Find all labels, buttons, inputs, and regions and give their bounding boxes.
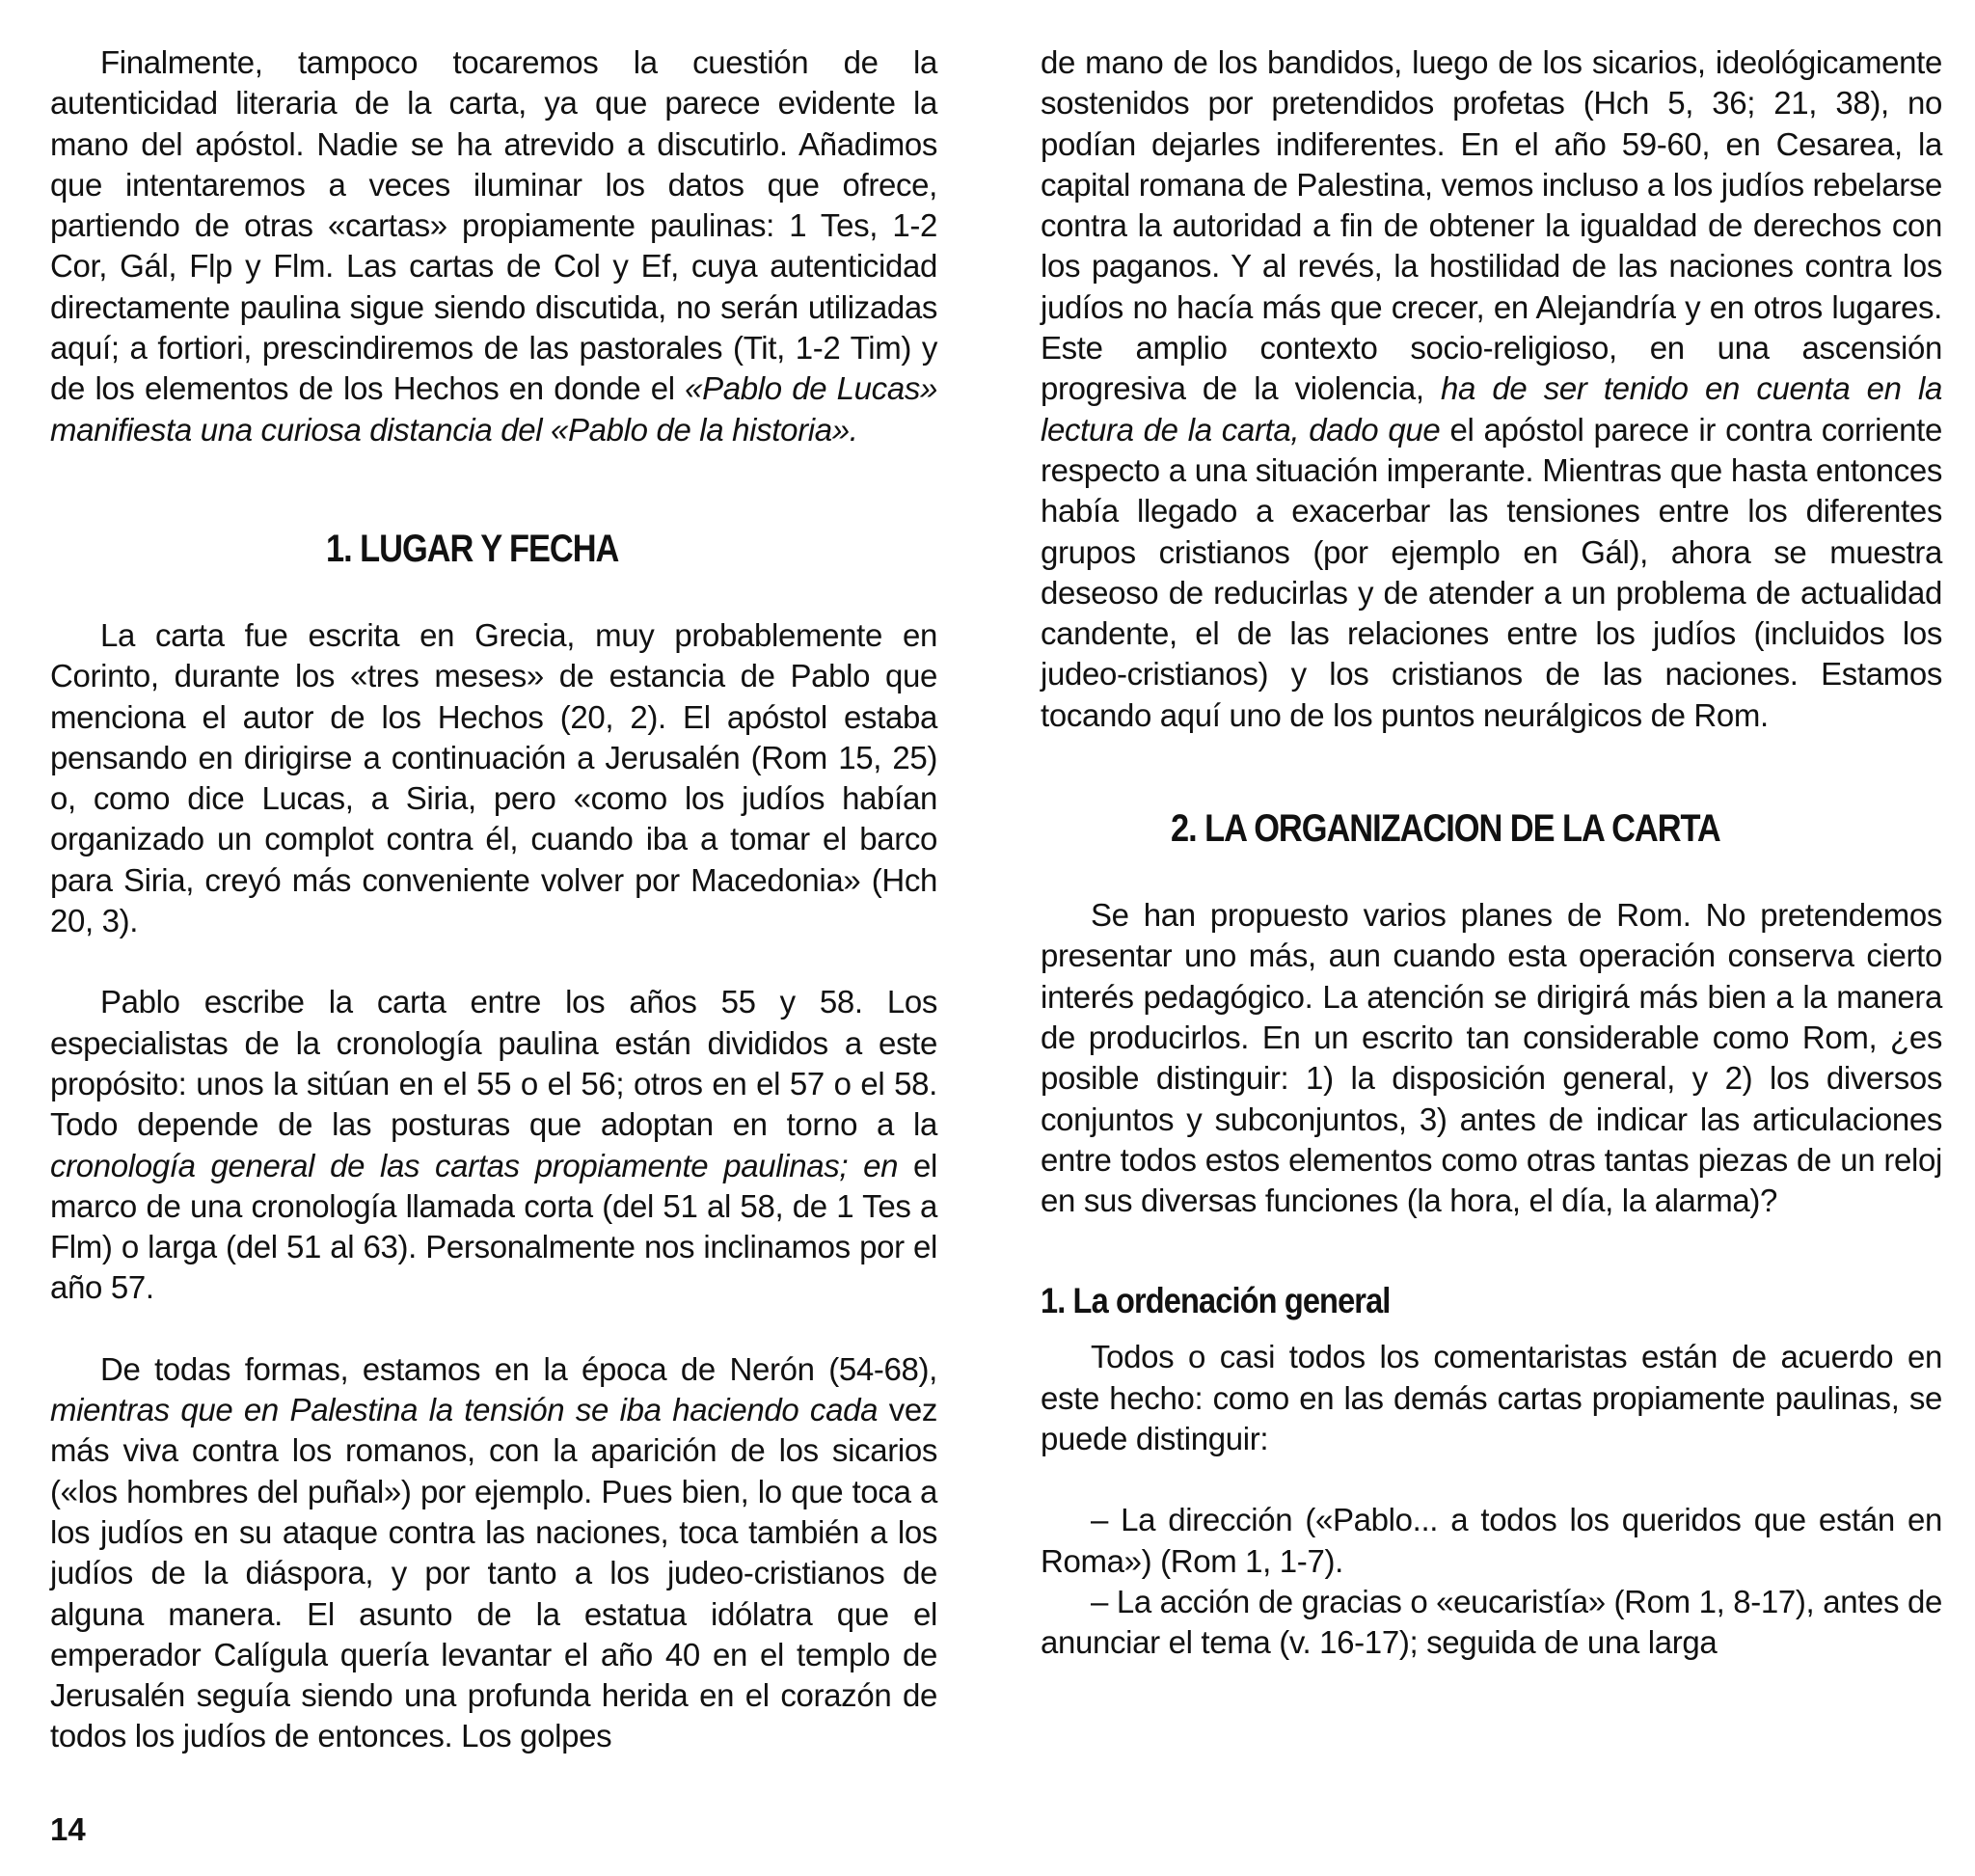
- paragraph-continuation: [1041, 42, 1942, 736]
- intro-paragraph: [50, 42, 937, 450]
- continuation-text-b: el apóstol parece ir contra corriente respecto a una situación imperante. Mientras que hasta entonces había llegado a exacerbar las tensiones entre los diferentes grupos cristianos (por ejemplo en Gál), ahora se muestra deseoso de reducirlas y de atender a un problema de actualidad candente, el de las relaciones entre los judíos (incluidos los judeo-cristianos) y los cristianos de las naciones. Estamos tocando aquí uno de los puntos neurálgicos de Rom.: [1041, 411, 1942, 733]
- right-column: [1041, 42, 1942, 1664]
- paragraph-organizacion: Se han propuesto varios planes de Rom. No pretendemos presentar uno más, aun cuando esta operación conserva cierto interés pedagógico. La atención se dirigirá más bien a la manera de producirlos. En un escrito tan considerable como Rom, ¿es posible distinguir: 1) la disposición general, y 2) los diversos conjuntos y subconjuntos, 3) antes de indicar las articulaciones entre todos estos elementos como otras tantas piezas de un reloj en sus diversas funciones (la hora, el día, la alarma)?: [1041, 897, 1942, 1219]
- section-heading-lugar-fecha: 1. LUGAR Y FECHA: [326, 527, 619, 570]
- intro-text: Finalmente, tampoco tocaremos la cuestión de la autenticidad literaria de la carta, ya que parece evidente la mano del apóstol. Nadie se ha atrevido a discutirlo. Añadimos que intentaremos a veces iluminar los datos que ofrece, partiendo de otras «cartas» propiamente paulinas: 1 Tes, 1-2 Cor, Gál, Flp y Flm. Las cartas de Col y Ef, cuya autenticidad directamente paulina sigue siendo discutida, no serán utilizadas aquí; a fortiori, prescindiremos de las pastorales (Tit, 1-2 Tim) y de los elementos de los Hechos en donde el: [50, 44, 937, 407]
- fecha-text-b: el marco de una cronología llamada corta (del 51 al 58, de 1 Tes a Flm) o larga (del 51 al 63). Personalmente nos inclinamos por el año 57.: [50, 1147, 937, 1306]
- paragraph-neron: [50, 1349, 937, 1757]
- fecha-text-a: Pablo escribe la carta entre los años 55 y 58. Los especialistas de la cronología paulina están divididos a este propósito: unos la sitúan en el 55 o el 56; otros en el 57 o el 58. Todo depende de las posturas que adoptan en torno a la: [50, 984, 937, 1143]
- fecha-italic-text: cronología general de las cartas propiamente paulinas; en: [50, 1147, 899, 1183]
- neron-text-a: De todas formas, estamos en la época de Nerón (54-68),: [100, 1350, 937, 1387]
- neron-text-b: vez más viva contra los romanos, con la aparición de los sicarios («los hombres del puñal») por ejemplo. Pues bien, lo que toca a los judíos en su ataque contra las naciones, toca también a los judíos de la diáspora, y por tanto a los judeo-cristianos de alguna manera. El asunto de la estatua idólatra que el emperador Calígula quería levantar el año 40 en el templo de Jerusalén seguía siendo una profunda herida en el corazón de todos los judíos de entonces. Los golpes: [50, 1392, 938, 1754]
- paragraph-ordenacion: Todos o casi todos los comentaristas están de acuerdo en este hecho: como en las demás cartas propiamente paulinas, se puede distinguir:: [1041, 1339, 1942, 1457]
- continuation-text-a: de mano de los bandidos, luego de los sicarios, ideológicamente sostenidos por pretendidos profetas (Hch 5, 36; 21, 38), no podían dejarles indiferentes. En el año 59-60, en Cesarea, la capital romana de Palestina, vemos incluso a los judíos rebelarse contra la autoridad a fin de obtener la igualdad de derechos con los paganos. Y al revés, la hostilidad de las naciones contra los judíos no hacía más que crecer, en Alejandría y en otros lugares. Este amplio contexto socio-religioso, en una ascensión progresiva de la violencia,: [1041, 44, 1942, 407]
- page-number: 14: [50, 1811, 86, 1847]
- intro-italic-text: «Pablo de Lucas» manifiesta una curiosa distancia del «Pablo de la historia».: [50, 370, 937, 448]
- left-column: [50, 42, 937, 1757]
- continuation-italic-text: ha de ser tenido en cuenta en la lectura de la carta, dado que: [1041, 370, 1942, 448]
- paragraph-lugar: La carta fue escrita en Grecia, muy probablemente en Corinto, durante los «tres meses» de estancia de Pablo que menciona el autor de los Hechos (20, 2). El apóstol estaba pensando en dirigirse a continuación a Jerusalén (Rom 15, 25) o, como dice Lucas, a Siria, pero «como los judíos habían organizado un complot contra él, cuando iba a tomar el barco para Siria, creyó más conveniente volver por Macedonia» (Hch 20, 3).: [50, 616, 937, 939]
- neron-italic-text: mientras que en Palestina la tensión se iba haciendo cada: [50, 1392, 879, 1428]
- list-item-accion-gracias: – La acción de gracias o «eucaristía» (Rom 1, 8-17), antes de anunciar el tema (v. 16-17); seguida de una larga: [1041, 1583, 1942, 1661]
- subheading-ordenacion-general: 1. La ordenación general: [1041, 1281, 1391, 1321]
- list-item-direccion: – La dirección («Pablo... a todos los queridos que están en Roma») (Rom 1, 1-7).: [1041, 1502, 1942, 1579]
- paragraph-fecha: [50, 982, 937, 1308]
- section-heading-organizacion: 2. LA ORGANIZACION DE LA CARTA: [1171, 807, 1720, 851]
